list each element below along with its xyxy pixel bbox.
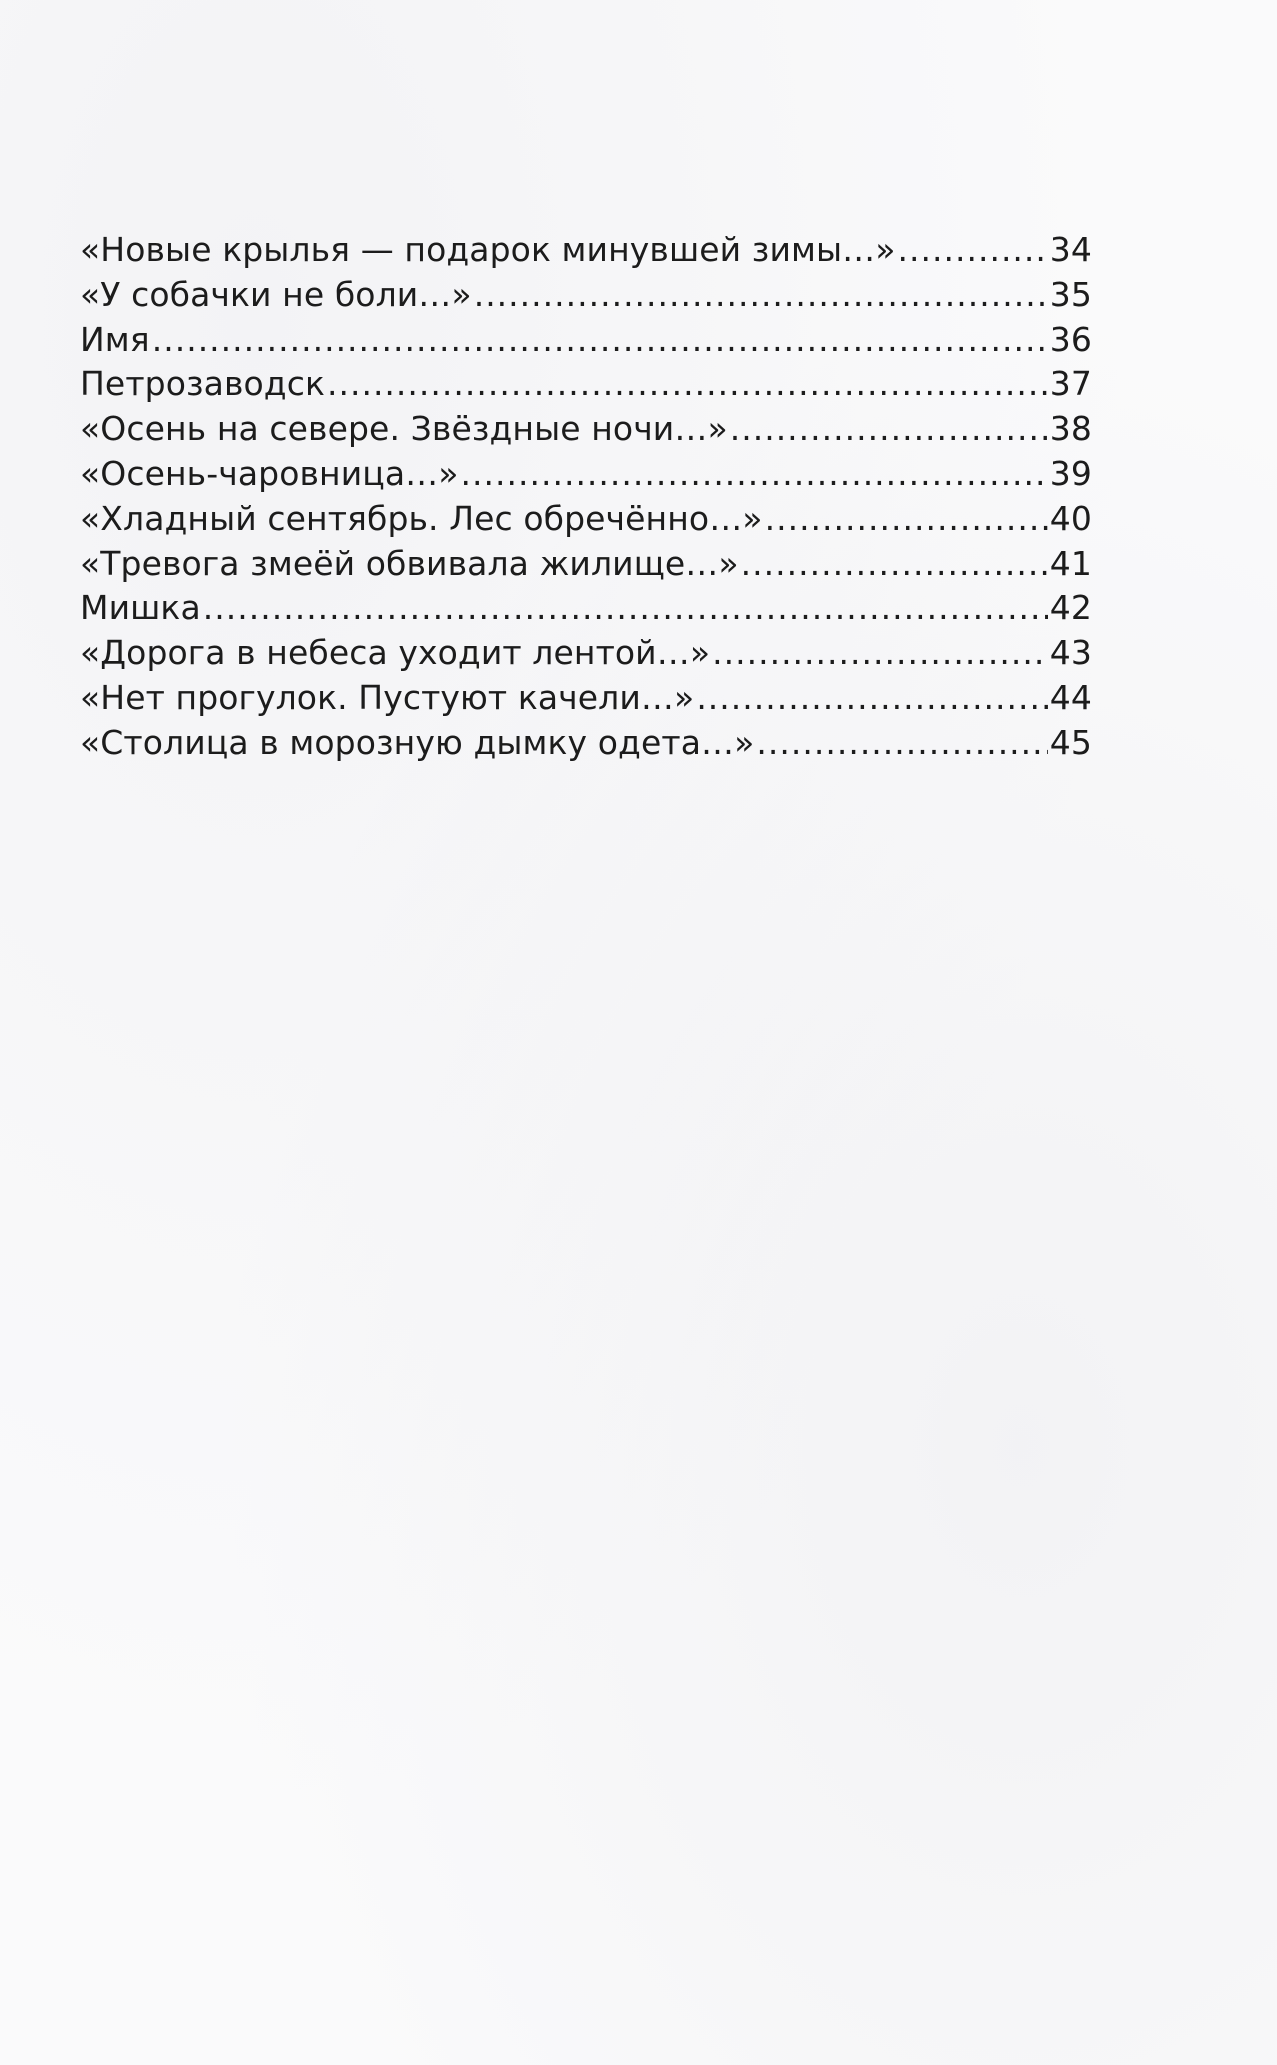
- toc-dot-leader: [696, 676, 1047, 721]
- toc-entry-title: «Столица в морозную дымку одета…»: [80, 722, 755, 762]
- toc-entry: [80, 452, 1092, 497]
- toc-dot-leader: [765, 497, 1048, 542]
- toc-entry: [80, 228, 1092, 273]
- toc-entry-page: 37: [1049, 364, 1092, 404]
- toc-entry-page: 38: [1049, 409, 1092, 449]
- toc-dot-leader: [461, 452, 1048, 497]
- toc-entry-title: Петрозаводск: [80, 364, 325, 404]
- toc-entry: [80, 273, 1092, 318]
- toc-dot-leader: [730, 407, 1048, 452]
- toc-dot-leader: [327, 362, 1048, 407]
- toc-entry-page: 45: [1049, 722, 1092, 762]
- toc-entry-page: 41: [1049, 543, 1092, 583]
- toc-entry-page: 42: [1049, 588, 1092, 628]
- toc-entry: [80, 542, 1092, 587]
- toc-dot-leader: [712, 631, 1048, 676]
- toc-entry-title: «У собачки не боли…»: [80, 274, 472, 314]
- toc-entry-title: Мишка: [80, 588, 201, 628]
- toc-entry-title: «Осень-чаровница…»: [80, 453, 459, 493]
- toc-entry-page: 36: [1049, 319, 1092, 359]
- toc-dot-leader: [741, 542, 1048, 587]
- toc-entry: [80, 586, 1092, 631]
- toc-entry-page: 40: [1049, 498, 1092, 538]
- toc-dot-leader: [152, 318, 1048, 363]
- table-of-contents: [80, 228, 1092, 766]
- toc-dot-leader: [898, 228, 1048, 273]
- toc-entry: [80, 362, 1092, 407]
- toc-entry-title: «Дорога в небеса уходит лентой…»: [80, 633, 711, 673]
- toc-entry-title: «Новые крылья — подарок минувшей зимы…»: [80, 230, 896, 269]
- toc-entry-page: 35: [1049, 274, 1092, 314]
- toc-entry: [80, 721, 1092, 766]
- toc-entry-page: 43: [1049, 633, 1092, 673]
- toc-entry: [80, 631, 1092, 676]
- toc-entry-title: «Тревога змеёй обвивала жилище…»: [80, 543, 739, 583]
- toc-entry-title: «Осень на севере. Звёздные ночи…»: [80, 409, 728, 449]
- toc-entry: [80, 676, 1092, 721]
- toc-entry: [80, 407, 1092, 452]
- toc-entry-page: 44: [1049, 677, 1092, 717]
- toc-entry-page: 39: [1049, 453, 1092, 493]
- toc-entry-title: «Хладный сентябрь. Лес обречённо…»: [80, 498, 763, 538]
- toc-entry: [80, 318, 1092, 363]
- toc-entry: [80, 497, 1092, 542]
- toc-entry-title: «Нет прогулок. Пустуют качели…»: [80, 677, 695, 717]
- toc-dot-leader: [203, 586, 1048, 631]
- toc-dot-leader: [756, 721, 1047, 766]
- toc-entry-page: 34: [1049, 230, 1092, 269]
- toc-dot-leader: [474, 273, 1048, 318]
- toc-entry-title: Имя: [80, 319, 150, 359]
